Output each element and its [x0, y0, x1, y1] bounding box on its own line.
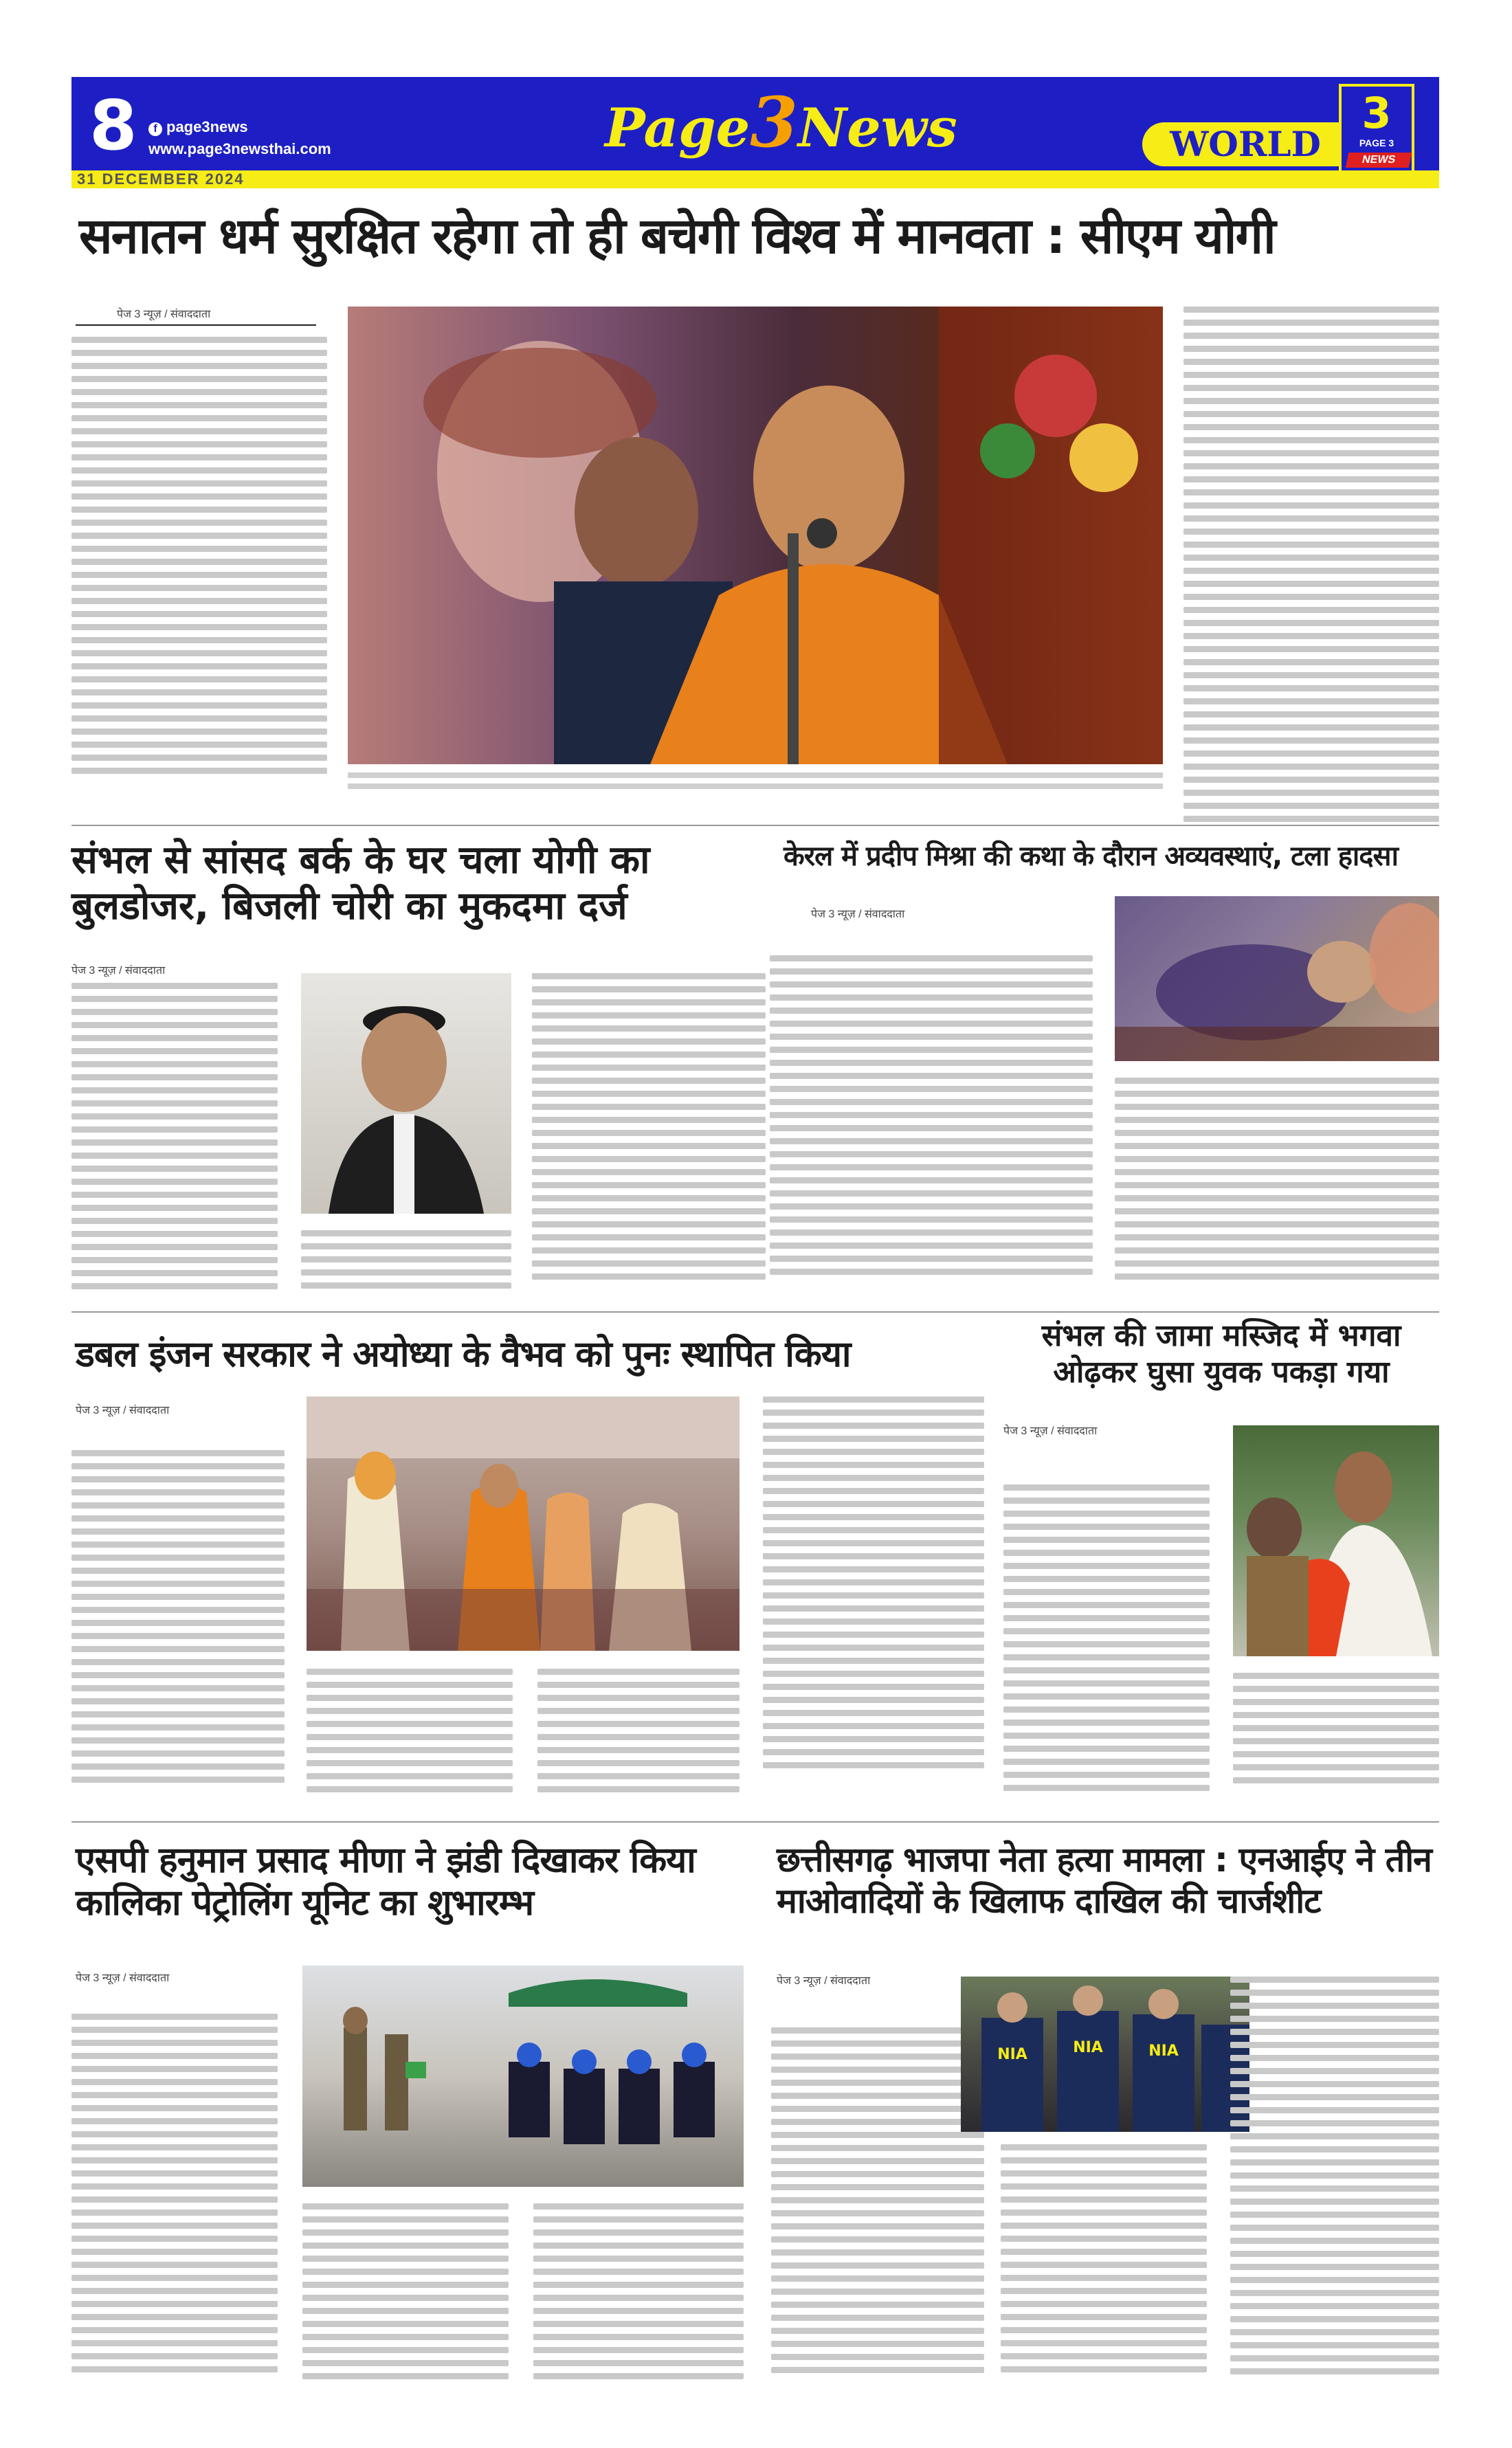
ayodhya-text-4	[763, 1397, 984, 1802]
sp-meena-text-3	[533, 2203, 744, 2403]
ayodhya-text-3	[537, 1669, 740, 1806]
ayodhya-procession-photo[interactable]	[307, 1397, 740, 1651]
kerala-byline: पेज 3 न्यूज़ / संवाददाता	[811, 909, 905, 920]
nia-jacket-label: NIA	[1073, 2039, 1103, 2056]
nia-team-photo-art	[961, 1977, 1249, 2132]
issue-date: 31 DECEMBER 2024	[77, 170, 245, 188]
sp-meena-text-1	[71, 2014, 278, 2399]
lead-headline[interactable]: सनातन धर्म सुरक्षित रहेगा तो ही बचेगी विश्व में मानवता : सीएम योगी	[79, 207, 1275, 265]
ayodhya-headline[interactable]: डबल इंजन सरकार ने अयोध्या के वैभव को पुनः स्थापित किया	[76, 1334, 851, 1375]
ayodhya-procession-photo-art	[307, 1397, 740, 1651]
ayodhya-byline: पेज 3 न्यूज़ / संवाददाता	[76, 1405, 170, 1416]
masjid-youth-arrest-photo-art	[1233, 1425, 1439, 1656]
lead-divider	[76, 324, 316, 326]
lead-photo-yogi-speech[interactable]	[348, 307, 1163, 764]
masthead-date-strip	[71, 170, 1439, 188]
brand-badge: 3 PAGE 3 NEWS	[1339, 84, 1414, 173]
website-link[interactable]: www.page3newsthai.com	[148, 140, 331, 157]
kerala-text-2	[1115, 1078, 1439, 1298]
lead-text-right	[1183, 307, 1439, 829]
sambhal-bulldozer-byline: पेज 3 न्यूज़ / संवाददाता	[71, 965, 166, 977]
nia-jacket-label: NIA	[997, 2046, 1027, 2063]
lead-photo-art	[348, 307, 1163, 764]
masjid-youth-arrest-photo[interactable]	[1233, 1425, 1439, 1656]
lead-text-left	[71, 337, 327, 804]
chhattisgarh-text-2	[1001, 2144, 1207, 2399]
mp-barq-portrait-art	[301, 973, 511, 1214]
sambhal-masjid-text-1	[1003, 1484, 1210, 1807]
sambhal-bulldozer-text-3	[532, 973, 766, 1303]
sambhal-masjid-headline[interactable]: संभल की जामा मस्जिद में भगवा ओढ़कर घुसा युवक पकड़ा गया	[1041, 1318, 1401, 1390]
sp-meena-text-2	[302, 2203, 509, 2403]
mp-barq-portrait[interactable]	[301, 973, 511, 1214]
kerala-accident-photo-art	[1115, 896, 1439, 1061]
section-divider-1	[71, 825, 1439, 826]
sp-meena-headline[interactable]: एसपी हनुमान प्रसाद मीणा ने झंडी दिखाकर किया कालिका पेट्रोलिंग यूनिट का शुभारम्भ	[76, 1840, 696, 1924]
patrolling-unit-photo-art	[302, 1966, 744, 2187]
chhattisgarh-text-3	[1230, 1977, 1439, 2399]
facebook-icon: f	[148, 122, 162, 136]
section-divider-2	[71, 1311, 1439, 1313]
nia-team-photo[interactable]	[961, 1977, 1249, 2132]
nia-jacket-label: NIA	[1148, 2043, 1179, 2060]
lead-byline: पेज 3 न्यूज़ / संवाददाता	[117, 309, 211, 320]
kerala-headline[interactable]: केरल में प्रदीप मिश्रा की कथा के दौरान अव्यवस्थाएं, टला हादसा	[783, 841, 1398, 872]
kerala-accident-photo[interactable]	[1115, 896, 1439, 1061]
sambhal-bulldozer-text-2	[301, 1230, 511, 1306]
sambhal-masjid-byline: पेज 3 न्यूज़ / संवाददाता	[1003, 1425, 1098, 1437]
ayodhya-text-2	[307, 1669, 513, 1806]
patrolling-unit-photo[interactable]	[302, 1966, 744, 2187]
ayodhya-text-1	[71, 1450, 285, 1807]
section-tab[interactable]: WORLD	[1142, 122, 1348, 166]
lead-photo-caption	[348, 772, 1163, 800]
social-handle[interactable]: f page3news	[148, 118, 248, 136]
sp-meena-byline: पेज 3 न्यूज़ / संवाददाता	[76, 1972, 170, 1984]
section-divider-3	[71, 1821, 1439, 1823]
chhattisgarh-byline: पेज 3 न्यूज़ / संवाददाता	[777, 1975, 871, 1987]
chhattisgarh-headline[interactable]: छत्तीसगढ़ भाजपा नेता हत्या मामला : एनआईए ने तीन माओवादियों के खिलाफ दाखिल की चार्जशीट	[777, 1840, 1432, 1921]
chhattisgarh-text-1	[771, 2027, 984, 2399]
page-number: 8	[89, 85, 137, 166]
newspaper-logo[interactable]: Page3News	[605, 82, 957, 163]
sambhal-bulldozer-text-1	[71, 983, 278, 1306]
kerala-text-1	[770, 955, 1093, 1299]
sambhal-bulldozer-headline[interactable]: संभल से सांसद बर्क के घर चला योगी का बुलडोजर, बिजली चोरी का मुकदमा दर्ज	[71, 838, 650, 929]
sambhal-masjid-text-2	[1233, 1673, 1439, 1803]
